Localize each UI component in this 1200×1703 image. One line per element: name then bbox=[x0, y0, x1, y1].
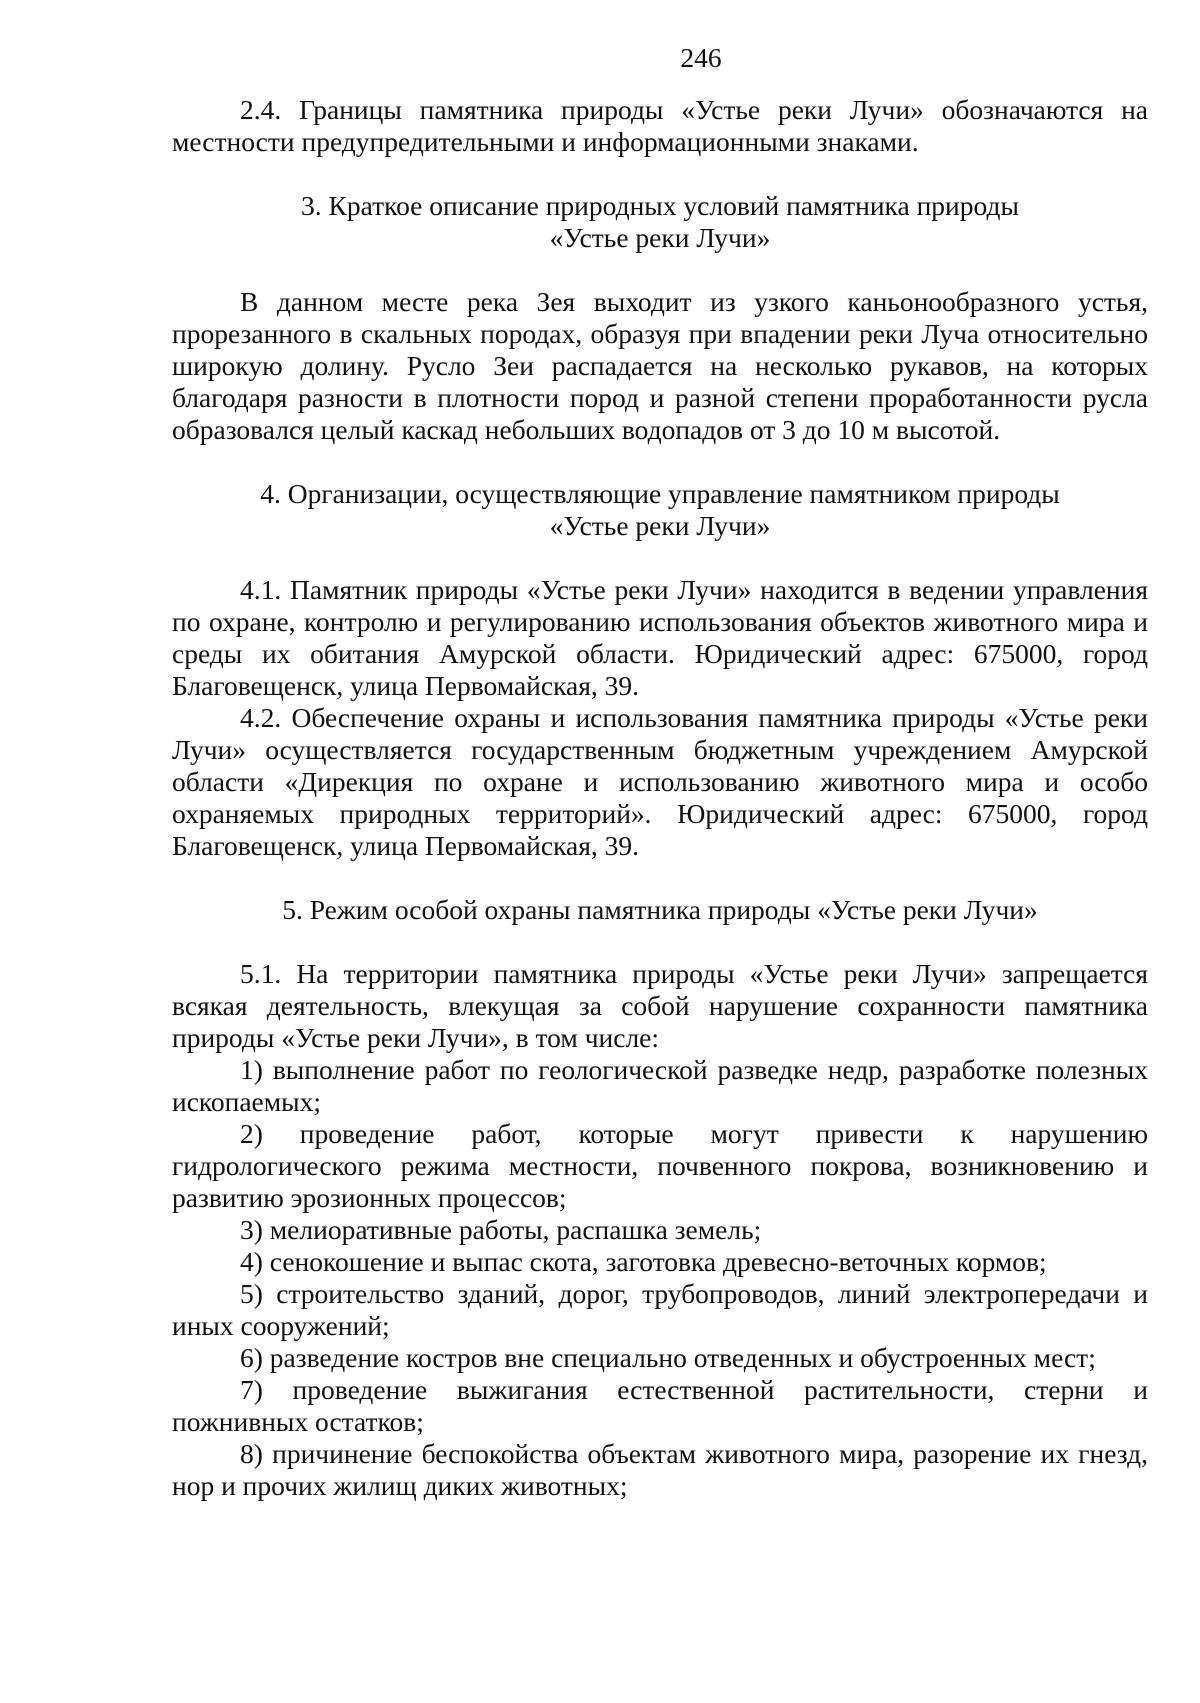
paragraph-2-4: 2.4. Границы памятника природы «Устье реки Лучи» обозначаются на местности предупредительными и информационными знаками. bbox=[172, 94, 1148, 157]
section-3-heading-line-1: 3. Краткое описание природных условий памятника природы bbox=[301, 190, 1019, 221]
paragraph-3: В данном месте река Зея выходит из узкого каньонообразного устья, прорезанного в скальных породах, образуя при впадении реки Луча относительно широкую долину. Русло Зеи распадается на несколько рукавов, на которых благодаря разности в плотности пород и разной степени проработанности русла образовался целый каскад небольших водопадов от 3 до 10 м высотой. bbox=[172, 286, 1148, 445]
list-item-text: 5) строительство зданий, дорог, трубопроводов, линий электропередачи и иных сооружений; bbox=[172, 1278, 1148, 1341]
list-item bbox=[172, 1278, 1148, 1342]
list-item bbox=[172, 1054, 1148, 1118]
list-item-text: 3) мелиоративные работы, распашка земель; bbox=[240, 1214, 762, 1245]
paragraph-4-1: 4.1. Памятник природы «Устье реки Лучи» находится в ведении управления по охране, контролю и регулированию использования объектов животного мира и среды их обитания Амурской области. Юридический адрес: 675000, город Благовещенск, улица Первомайская, 39. bbox=[172, 574, 1148, 701]
section-4-heading-line-2: «Устье реки Лучи» bbox=[549, 510, 771, 541]
paragraph-4-2: 4.2. Обеспечение охраны и использования памятника природы «Устье реки Лучи» осуществляется государственным бюджетным учреждением Амурской области «Дирекция по охране и использованию животного мира и особо охраняемых природных территорий». Юридический адрес: 675000, город Благовещенск, улица Первомайская, 39. bbox=[172, 702, 1148, 861]
list-item-text: 2) проведение работ, которые могут привести к нарушению гидрологического режима местности, почвенного покрова, возникновению и развитию эрозионных процессов; bbox=[172, 1118, 1148, 1213]
list-item bbox=[172, 1214, 1148, 1246]
list-item bbox=[172, 1438, 1148, 1502]
document-page bbox=[172, 42, 1148, 1502]
page-number: 246 bbox=[680, 42, 722, 73]
section-5-heading: 5. Режим особой охраны памятника природы «Устье реки Лучи» bbox=[282, 894, 1038, 925]
list-item-text: 7) проведение выжигания естественной растительности, стерни и пожнивных остатков; bbox=[172, 1374, 1148, 1437]
list-item-text: 8) причинение беспокойства объектам животного мира, разорение их гнезд, нор и прочих жилищ диких животных; bbox=[172, 1438, 1148, 1501]
list-item bbox=[172, 1374, 1148, 1438]
list-item-text: 6) разведение костров вне специально отведенных и обустроенных мест; bbox=[240, 1342, 1096, 1373]
list-item bbox=[172, 1246, 1148, 1278]
list-item-text: 4) сенокошение и выпас скота, заготовка древесно-веточных кормов; bbox=[240, 1246, 1047, 1277]
list-item bbox=[172, 1342, 1148, 1374]
paragraph-5-1: 5.1. На территории памятника природы «Устье реки Лучи» запрещается всякая деятельность, влекущая за собой нарушение сохранности памятника природы «Устье реки Лучи», в том числе: bbox=[172, 958, 1148, 1053]
list-item-text: 1) выполнение работ по геологической разведке недр, разработке полезных ископаемых; bbox=[172, 1054, 1148, 1117]
list-item bbox=[172, 1118, 1148, 1214]
section-4-heading-line-1: 4. Организации, осуществляющие управление памятником природы bbox=[260, 478, 1060, 509]
section-3-heading-line-2: «Устье реки Лучи» bbox=[549, 222, 771, 253]
